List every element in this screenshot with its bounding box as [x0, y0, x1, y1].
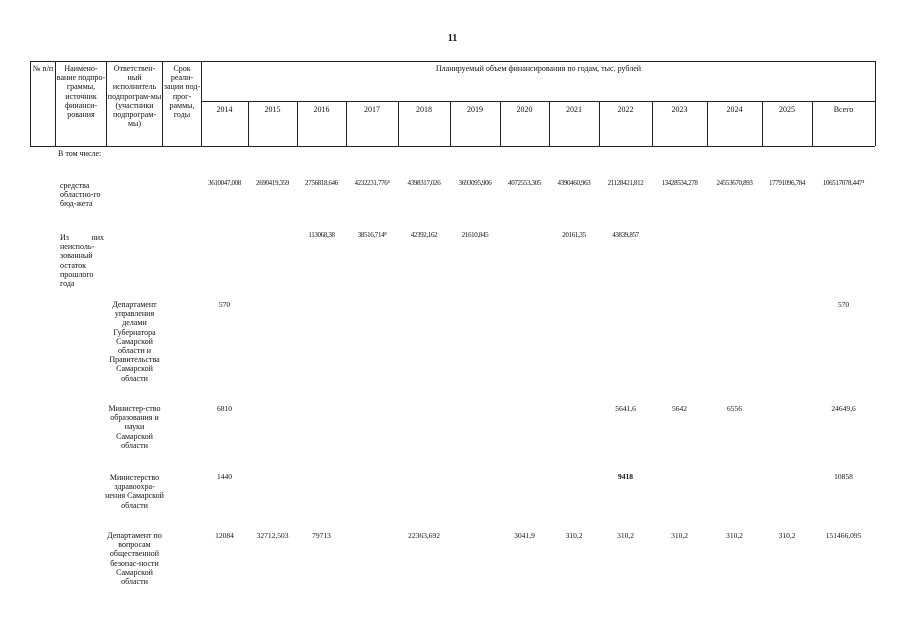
- header-year: 2023: [671, 105, 688, 114]
- value-cell: 3693095,906: [458, 179, 492, 187]
- header-year: 2015: [264, 105, 281, 114]
- value-cell: 9418: [618, 472, 633, 481]
- value-cell: 310,2: [617, 531, 634, 540]
- value-cell: 42392,162: [410, 231, 438, 239]
- header-year-total: Всего: [833, 105, 854, 114]
- row-label-unused-balance: Из них неисполь-зованный остаток прошлого года: [60, 233, 104, 289]
- executor-governor-department: Департамент управления делами Губернатора Самарской области и Правительства Самарской области: [109, 300, 160, 383]
- header-year: 2018: [416, 105, 432, 114]
- row-label-including: В том числе:: [58, 149, 102, 158]
- header-group-divider: [201, 101, 875, 102]
- value-cell-total: 570: [837, 300, 850, 309]
- col-border: [30, 61, 31, 146]
- value-cell: 5642: [672, 404, 687, 413]
- value-cell: 6810: [217, 404, 232, 413]
- header-financing-group: Планируемый объем финансирования по годам, тыс. рублей: [435, 64, 642, 73]
- header-year: 2022: [617, 105, 634, 114]
- value-cell: 2756818,646: [305, 179, 338, 187]
- value-cell: 5641,6: [615, 404, 636, 413]
- header-year: 2024: [726, 105, 743, 114]
- value-cell: 13428534,278: [661, 179, 698, 187]
- value-cell: 4232231,776⁴: [354, 179, 390, 187]
- header-year: 2019: [467, 105, 483, 114]
- value-cell: 21610,845: [461, 231, 489, 239]
- col-border: [875, 61, 876, 146]
- value-cell: 43839,857: [612, 231, 639, 239]
- value-cell: 310,2: [671, 531, 688, 540]
- value-cell: 12084: [215, 531, 234, 540]
- value-cell: 4072553,305: [508, 179, 541, 187]
- value-cell-total: 10858: [834, 472, 853, 481]
- value-cell: 4390460,963: [557, 179, 591, 187]
- value-cell: 570: [218, 300, 231, 309]
- executor-health-ministry: Министерство здравоохра-нения Самарской области: [105, 473, 164, 510]
- value-cell-total: 106517078,447⁴: [822, 179, 865, 187]
- value-cell-total: 24649,6: [831, 404, 856, 413]
- col-border: [201, 61, 202, 146]
- header-col-executor: Ответствен-ный исполнитель подпрограм-мы (участники подпрограм-мы): [107, 64, 162, 129]
- value-cell: 3041,9: [514, 531, 535, 540]
- header-year: 2016: [313, 105, 330, 114]
- header-year: 2014: [216, 105, 233, 114]
- value-cell: 310,2: [565, 531, 583, 540]
- value-cell: 20161,35: [562, 231, 586, 239]
- value-cell: 2690419,359: [256, 179, 289, 187]
- header-col-name: Наимено-вание подпро-граммы, источник финанси-рования: [56, 64, 106, 120]
- row-label-regional-budget: средства областно-го бюд-жета: [60, 181, 101, 209]
- header-year: 2021: [566, 105, 582, 114]
- value-cell: 1440: [217, 472, 232, 481]
- header-year: 2025: [779, 105, 795, 114]
- value-cell: 310,2: [726, 531, 743, 540]
- header-year: 2017: [364, 105, 380, 114]
- value-cell: 21128421,812: [607, 179, 644, 187]
- value-cell: 79713: [312, 531, 331, 540]
- header-bottom-border: [30, 146, 875, 147]
- header-col-no: № п/п: [32, 64, 54, 73]
- value-cell: 3610047,008: [208, 179, 241, 187]
- value-cell: 310,2: [778, 531, 796, 540]
- header-col-term: Срок реали-зации под-прог-раммы, годы: [163, 64, 201, 120]
- value-cell: 38516,714⁸: [357, 231, 387, 239]
- value-cell: 6556: [727, 404, 742, 413]
- value-cell: 113068,38: [308, 231, 335, 239]
- page-number: 11: [447, 33, 458, 44]
- value-cell-total: 151466,095: [825, 531, 862, 540]
- value-cell: 4398317,026: [407, 179, 441, 187]
- table-top-border: [30, 61, 875, 62]
- value-cell: 32712,503: [256, 531, 289, 540]
- header-year: 2020: [516, 105, 533, 114]
- executor-public-safety-department: Департамент по вопросам общественной безопас-ности Самарской области: [107, 531, 162, 587]
- value-cell: 17791096,784: [768, 179, 806, 187]
- value-cell: 22363,692: [408, 531, 440, 540]
- value-cell: 24553670,893: [716, 179, 753, 187]
- executor-education-ministry: Министер-ство образования и науки Самарской области: [108, 404, 161, 450]
